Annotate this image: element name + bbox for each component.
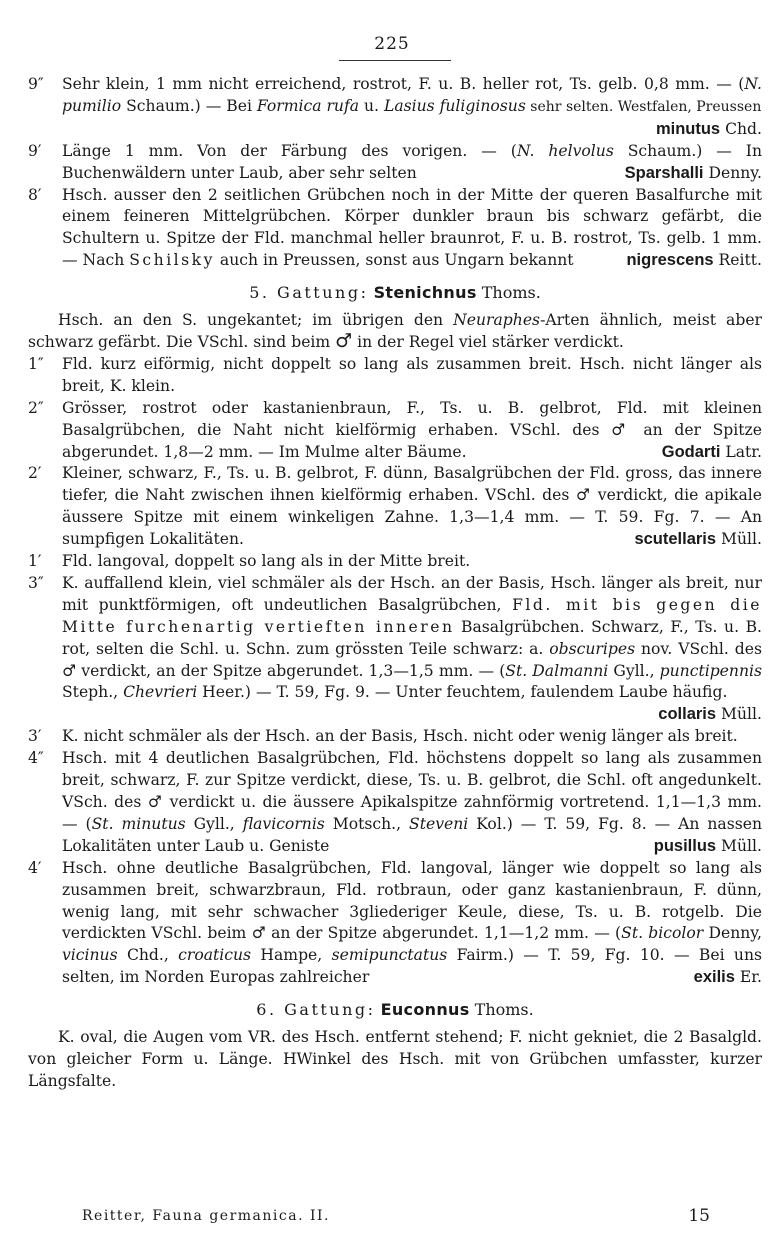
couplet-number: 3″ — [28, 573, 44, 592]
key-entry-1-double: 1″ Fld. kurz eiförmig, nicht doppelt so lang als zusammen breit. Hsch. nicht länger als breit, K. klein. — [28, 354, 762, 395]
genus-heading: 5. Gattung: Stenichnus Thoms. — [249, 283, 541, 303]
species-line: minutus Chd. — [655, 119, 762, 138]
species-line: exilis Er. — [693, 968, 762, 987]
genus-description: K. oval, die Augen vom VR. des Hsch. entfernt stehend; F. nicht gekniet, die 2 Basalgld. von gleicher Form u. Länge. HWinkel des Hsch. mit von Grübchen umfasster, kurzer Längsfalte. — [28, 1028, 762, 1090]
key-entry-3-single: 3′ K. nicht schmäler als der Hsch. an der Basis, Hsch. nicht oder wenig länger als breit. — [28, 726, 762, 748]
key-entry-2-single: 2′ Kleiner, schwarz, F., Ts. u. B. gelbrot, F. dünn, Basalgrübchen der Fld. gross, das innere tiefer, die Naht zwischen ihnen kielförmig erhaben. VSchl. des ♂ verdickt, die apikale äussere Spitze mit einem winkeligen Zahne. 1,3—1,4 mm. — T. 59. Fg. 7. — An sumpfigen Lokalitäten. scutellaris Müll. — [28, 463, 762, 551]
signature-mark: 15 — [688, 1206, 710, 1226]
key-entry-4-single: 4′ Hsch. ohne deutliche Basalgrübchen, Fld. langoval, länger wie doppelt so lang als zusammen breit, schwarzbraun, Fld. rotbraun, oder ganz kastanienbraun, F. dünn, wenig lang, mit sehr schwacher 3gliederiger Keule, diese, Ts. u. B. rotgelb. Die verdickten VSchl. beim ♂ an der Spitze abgerundet. 1,1—1,2 mm. — (St. bicolor Denny, vicinus Chd., croaticus Hampe, semipunctatus Fairm.) — T. 59, Fg. 10. — Bei uns selten, im Norden Europas zahlreicher exilis Er. — [28, 858, 762, 989]
male-symbol-icon: ♂ — [335, 329, 353, 352]
species-name: pusillus — [653, 836, 717, 855]
species-line: Sparshalli Denny. — [624, 163, 762, 182]
key-entry-2-double: 2″ Grösser, rostrot oder kastanienbraun, F., Ts. u. B. gelbrot, Fld. mit kleinen Basalgrübchen, die Naht nicht kielförmig erhaben. VSchl. des ♂ an der Spitze abgerundet. 1,8—2 mm. — Im Mulme alter Bäume. Godarti Latr. — [28, 398, 762, 464]
species-name: Sparshalli — [624, 163, 704, 182]
species-name: nigrescens — [626, 251, 714, 270]
genus-name: Euconnus — [380, 1000, 470, 1020]
couplet-number: 9′ — [28, 141, 42, 160]
key-entry-8-single: 8′ Hsch. ausser den 2 seitlichen Grübchen noch in der Mitte der queren Basalfurche mit einem feineren Mittelgrübchen. Körper dunkler braun bis schwarz gefärbt, die Schultern u. Spitze der Fld. manchmal heller braunrot, F. u. B. rostrot, Ts. gelb. 1 mm. — Nach Schilsky auch in Preussen, sonst aus Ungarn bekannt nigrescens Reitt. — [28, 185, 762, 273]
couplet-number: 1″ — [28, 354, 44, 373]
species-line: pusillus Müll. — [653, 836, 762, 855]
footer-citation: Reitter, Fauna germanica. II. — [82, 1208, 330, 1224]
species-name: exilis — [693, 968, 735, 987]
species-line: scutellaris Müll. — [634, 530, 762, 549]
species-name: Godarti — [661, 442, 721, 461]
species-line: Godarti Latr. — [661, 442, 762, 461]
couplet-number: 2′ — [28, 464, 42, 483]
species-name: scutellaris — [634, 530, 717, 549]
genus-description: Hsch. an den S. ungekantet; im übrigen den Neuraphes-Arten ähnlich, meist aber schwarz gefärbt. Die VSchl. sind beim ♂ in der Regel viel stärker verdickt. — [28, 311, 763, 352]
couplet-number: 4′ — [28, 858, 42, 877]
page-footer — [82, 1208, 710, 1224]
couplet-number: 9″ — [28, 75, 44, 93]
genus-name: Stenichnus — [373, 283, 477, 303]
key-entry-9-double: 9″ Sehr klein, 1 mm nicht erreichend, rostrot, F. u. B. heller rot, Ts. gelb. 0,8 mm. — (N. pumilio Schaum.) — Bei Formica rufa u. Lasius fuliginosus sehr selten. Westfalen, Preussen minutus Chd. — [28, 74, 762, 141]
page-body — [28, 74, 762, 1093]
genus-heading: 6. Gattung: Euconnus Thoms. — [256, 1000, 534, 1020]
page-number: 225 — [374, 34, 410, 54]
couplet-number: 3′ — [28, 727, 42, 746]
key-entry-9-single: 9′ Länge 1 mm. Von der Färbung des vorigen. — (N. helvolus Schaum.) — In Buchenwäldern unter Laub, aber sehr selten Sparshalli Denny. — [28, 141, 762, 185]
couplet-number: 1′ — [28, 552, 42, 571]
species-name: collaris — [658, 705, 717, 724]
species-line: collaris Müll. — [658, 705, 762, 724]
couplet-number: 8′ — [28, 185, 42, 204]
key-entry-4-double: 4″ Hsch. mit 4 deutlichen Basalgrübchen, Fld. höchstens doppelt so lang als zusammen breit, schwarz, F. zur Spitze verdickt, diese, Ts. u. B. gelbrot, die Schl. oft angedunkelt. VSch. des ♂ verdickt u. die äussere Apikalspitze zahnförmig vortretend. 1,1—1,3 mm. — (St. minutus Gyll., flavicornis Motsch., Steveni Kol.) — T. 59, Fg. 8. — An nassen Lokalitäten unter Laub u. Geniste pusillus Müll. — [28, 748, 762, 858]
species-line: nigrescens Reitt. — [626, 251, 762, 270]
couplet-number: 2″ — [28, 398, 44, 417]
key-entry-3-double: 3″ K. auffallend klein, viel schmäler als der Hsch. an der Basis, Hsch. länger als breit, nur mit punktförmigen, oft undeutlichen Basalgrübchen, Fld. mit bis gegen die Mitte furchenartig vertieften inneren Basalgrübchen. Schwarz, F., Ts. u. B. rot, selten die Schl. u. Schn. zum grössten Teile schwarz: a. obscuripes nov. VSchl. des ♂ verdickt, an der Spitze abgerundet. 1,3—1,5 mm. — (St. Dalmanni Gyll., punctipennis Steph., Chevrieri Heer.) — T. 59, Fg. 9. — Unter feuchtem, faulendem Laube häufig. collaris Müll. — [28, 573, 762, 726]
header-rule — [339, 60, 451, 61]
couplet-number: 4″ — [28, 749, 44, 768]
key-entry-1-single: 1′ Fld. langoval, doppelt so lang als in der Mitte breit. — [28, 551, 762, 573]
species-name: minutus — [655, 119, 721, 138]
